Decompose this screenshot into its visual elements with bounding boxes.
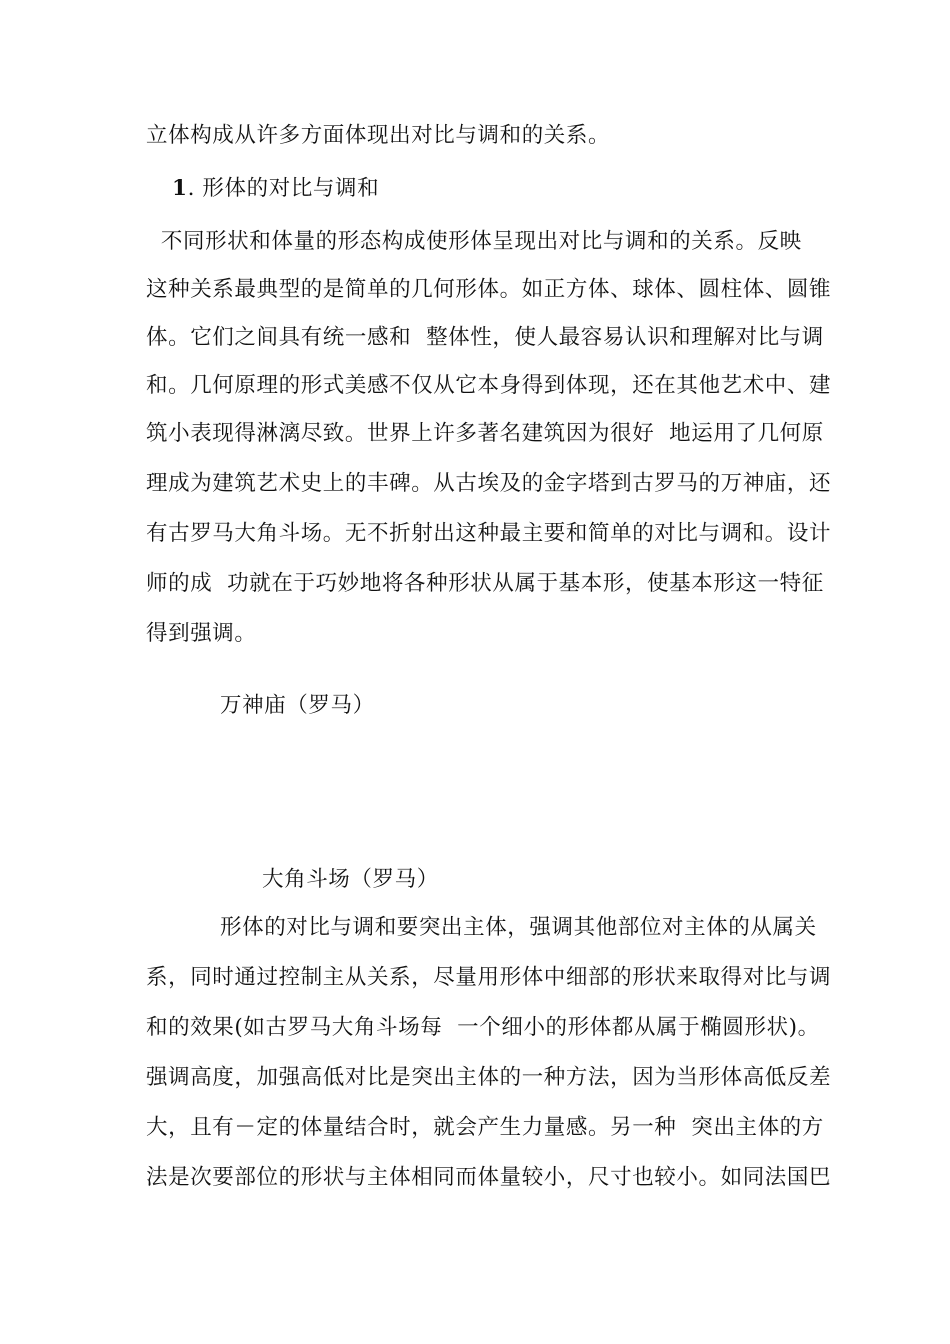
paragraph-2-line-5: 大，且有－定的体量结合时，就会产生力量感。另一种 突出主体的方	[146, 1115, 824, 1140]
paragraph-1-line-6: 理成为建筑艺术史上的丰碑。从古埃及的金字塔到古罗马的万神庙，还	[146, 471, 832, 496]
paragraph-1-line-4: 和。几何原理的形式美感不仅从它本身得到体现，还在其他艺术中、建	[146, 373, 832, 398]
paragraph-1-line-1: 不同形状和体量的形态构成使形体呈现出对比与调和的关系。反映	[146, 229, 802, 254]
paragraph-1-line-8: 师的成 功就在于巧妙地将各种形状从属于基本形，使基本形这一特征	[146, 571, 824, 596]
paragraph-2-line-2: 系，同时通过控制主从关系，尽量用形体中细部的形状来取得对比与调	[146, 965, 832, 990]
heading-number: 1	[172, 176, 188, 201]
paragraph-2-line-4: 强调高度，加强高低对比是突出主体的一种方法，因为当形体高低反差	[146, 1065, 832, 1090]
section-heading	[172, 175, 379, 203]
paragraph-1-line-7: 有古罗马大角斗场。无不折射出这种最主要和简单的对比与调和。设计	[146, 521, 832, 546]
paragraph-1-line-3: 体。它们之间具有统一感和 整体性，使人最容易认识和理解对比与调	[146, 325, 824, 350]
caption-pantheon: 万神庙（罗马）	[220, 693, 375, 718]
paragraph-1-line-2: 这种关系最典型的是简单的几何形体。如正方体、球体、圆柱体、圆锥	[146, 277, 832, 302]
paragraph-2-line-3: 和的效果(如古罗马大角斗场每 一个细小的形体都从属于椭圆形状)。	[146, 1015, 820, 1040]
paragraph-2-line-1: 形体的对比与调和要突出主体，强调其他部位对主体的从属关	[220, 915, 817, 940]
heading-text: . 形体的对比与调和	[187, 176, 380, 201]
paragraph-1-line-5: 筑小表现得淋漓尽致。世界上许多著名建筑因为很好 地运用了几何原	[146, 421, 824, 446]
paragraph-1-line-9: 得到强调。	[146, 621, 257, 646]
paragraph-2-line-6: 法是次要部位的形状与主体相同而体量较小，尺寸也较小。如同法国巴	[146, 1165, 832, 1190]
caption-colosseum: 大角斗场（罗马）	[262, 867, 439, 892]
intro-line: 立体构成从许多方面体现出对比与调和的关系。	[146, 123, 611, 148]
